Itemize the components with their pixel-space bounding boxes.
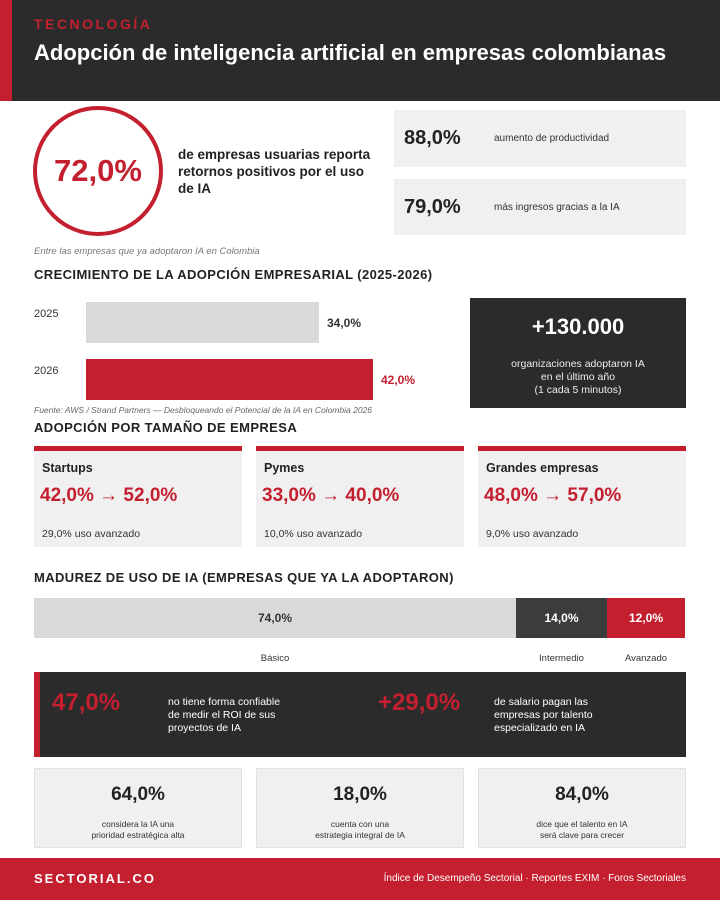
bar-2025 xyxy=(86,302,319,343)
bar-year-label: 2026 xyxy=(34,365,59,377)
stat-text: dice que el talento en IA será clave para crecer xyxy=(536,819,628,840)
stat-box-productivity xyxy=(394,110,686,167)
stat-value: 79,0% xyxy=(404,195,461,218)
hero-stat-circle xyxy=(33,106,163,236)
bottom-stat-strategy xyxy=(256,768,464,848)
card-advanced: 10,0% uso avanzado xyxy=(264,528,363,540)
stat-text: considera la IA una prioridad estratégica alta xyxy=(91,819,185,840)
bottom-stat-priority xyxy=(34,768,242,848)
size-card-startups xyxy=(34,446,242,547)
footer-links[interactable]: Índice de Desempeño Sectorial · Reportes EXIM · Foros Sectoriales xyxy=(383,873,686,884)
stat-text: cuenta con una estrategia integral de IA xyxy=(315,819,405,840)
category-label: TECNOLOGÍA xyxy=(34,16,153,32)
roi-value: 47,0% xyxy=(52,689,121,716)
stat-text: aumento de productividad xyxy=(494,133,610,144)
stat-value: 88,0% xyxy=(404,127,461,149)
bar-value-label: 42,0% xyxy=(381,373,416,387)
header-accent-bar xyxy=(0,0,12,101)
footer-brand[interactable]: SECTORIAL.CO xyxy=(34,871,156,886)
card-name: Grandes empresas xyxy=(486,461,599,475)
roi-text: no tiene forma confiable de medir el ROI de sus proyectos de IA xyxy=(168,696,281,734)
maturity-segment-avanzado: 12,0% xyxy=(607,598,685,638)
bottom-stat-talent xyxy=(478,768,686,848)
section-title-maturity: MADUREZ DE USO DE IA (EMPRESAS QUE YA LA ADOPTARON) xyxy=(34,570,454,585)
roi-accent-bar xyxy=(34,672,40,757)
stat-box-revenue xyxy=(394,179,686,235)
size-card-grandes xyxy=(478,446,686,547)
hero-stat-text: de empresas usuarias reporta retornos positivos por el uso de IA xyxy=(178,147,371,196)
maturity-label: Avanzado xyxy=(624,653,668,664)
maturity-segment-intermedio: 14,0% xyxy=(516,598,607,638)
stat-value: 84,0% xyxy=(555,784,609,805)
stat-text: más ingresos gracias a la IA xyxy=(494,201,620,213)
bar-2026 xyxy=(86,359,373,400)
card-advanced: 9,0% uso avanzado xyxy=(486,528,579,540)
section-title-size: ADOPCIÓN POR TAMAÑO DE EMPRESA xyxy=(34,420,298,435)
salary-text: de salario pagan las empresas por talento especializado en IA xyxy=(494,696,593,734)
maturity-label: Intermedio xyxy=(539,653,584,664)
maturity-stacked-bar xyxy=(34,598,686,638)
maturity-label: Básico xyxy=(260,653,290,664)
organizations-value: +130.000 xyxy=(531,314,625,339)
card-range: 33,0% → 40,0% xyxy=(262,485,400,506)
organizations-text: organizaciones adoptaron IA en el último año (1 cada 5 minutos) xyxy=(511,358,645,396)
source-note: Fuente: AWS / Strand Partners — Desbloqueando el Potencial de la IA en Colombia 2026 xyxy=(34,405,372,415)
stat-value: 18,0% xyxy=(333,784,387,805)
section-title-growth: CRECIMIENTO DE LA ADOPCIÓN EMPRESARIAL (2025-2026) xyxy=(34,267,433,282)
bar-year-label: 2025 xyxy=(34,308,59,320)
page-title: Adopción de inteligencia artificial en empresas colombianas xyxy=(34,40,667,65)
bar-value-label: 34,0% xyxy=(327,316,362,330)
hero-note: Entre las empresas que ya adoptaron IA en Colombia xyxy=(34,246,260,257)
maturity-segment-basico: 74,0% xyxy=(34,598,516,638)
card-range: 42,0% → 52,0% xyxy=(40,485,178,506)
salary-value: +29,0% xyxy=(378,689,461,716)
size-card-pymes xyxy=(256,446,464,547)
stat-value: 64,0% xyxy=(111,784,165,805)
hero-stat-value: 72,0% xyxy=(54,153,142,188)
card-name: Startups xyxy=(42,461,93,475)
card-range: 48,0% → 57,0% xyxy=(484,485,622,506)
organizations-stat-box xyxy=(470,298,686,408)
card-advanced: 29,0% uso avanzado xyxy=(42,528,141,540)
card-name: Pymes xyxy=(264,461,305,475)
